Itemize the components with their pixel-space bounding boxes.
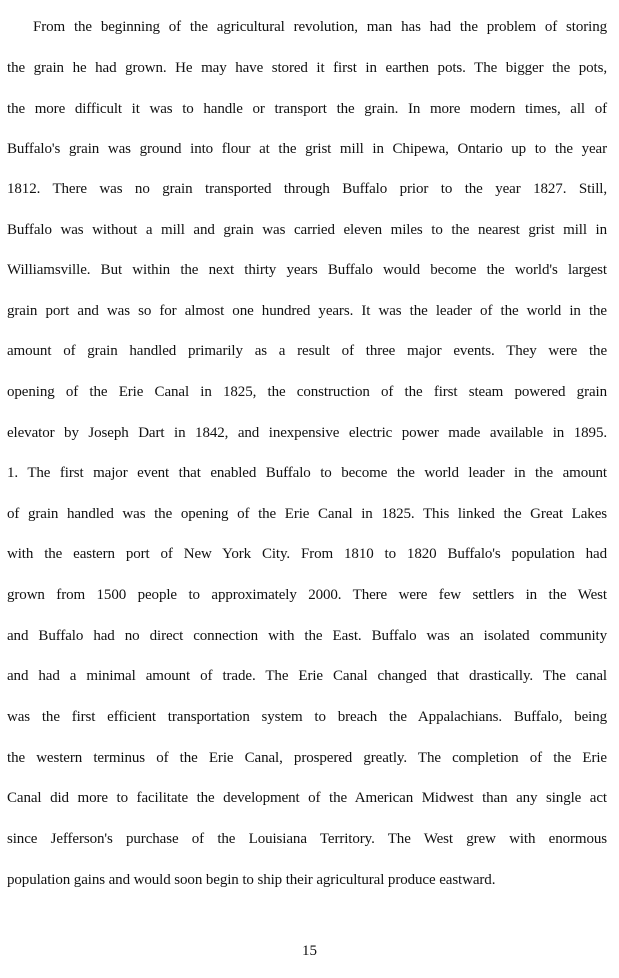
text-line: and Buffalo had no direct connection with the East. Buffalo was an isolated community — [7, 628, 607, 644]
page-number: 15 — [302, 943, 317, 959]
text-line: Canal did more to facilitate the development of the American Midwest than any single act — [7, 790, 607, 806]
text-line: since Jefferson's purchase of the Louisiana Territory. The West grew with enormous — [7, 831, 607, 847]
text-line: the grain he had grown. He may have stored it first in earthen pots. The bigger the pots, — [7, 60, 607, 76]
text-line: From the beginning of the agricultural revolution, man has had the problem of storing — [33, 19, 607, 35]
text-line: of grain handled was the opening of the Erie Canal in 1825. This linked the Great Lakes — [7, 506, 607, 522]
text-line: grain port and was so for almost one hundred years. It was the leader of the world in the — [7, 303, 607, 319]
text-line: with the eastern port of New York City. From 1810 to 1820 Buffalo's population had — [7, 546, 607, 562]
text-line: was the first efficient transportation system to breach the Appalachians. Buffalo, being — [7, 709, 607, 725]
text-line: Buffalo was without a mill and grain was carried eleven miles to the nearest grist mill in — [7, 222, 607, 238]
text-line: and had a minimal amount of trade. The Erie Canal changed that drastically. The canal — [7, 668, 607, 684]
text-line: Buffalo's grain was ground into flour at the grist mill in Chipewa, Ontario up to the year — [7, 141, 607, 157]
text-line: elevator by Joseph Dart in 1842, and inexpensive electric power made available in 1895. — [7, 425, 607, 441]
text-line: population gains and would soon begin to ship their agricultural produce eastward. — [7, 872, 496, 888]
text-line: the western terminus of the Erie Canal, prospered greatly. The completion of the Erie — [7, 750, 607, 766]
text-line: the more difficult it was to handle or transport the grain. In more modern times, all of — [7, 101, 607, 117]
text-line: amount of grain handled primarily as a result of three major events. They were the — [7, 343, 607, 359]
text-line: opening of the Erie Canal in 1825, the construction of the first steam powered grain — [7, 384, 607, 400]
text-line: Williamsville. But within the next thirty years Buffalo would become the world's largest — [7, 262, 607, 278]
text-line: 1812. There was no grain transported through Buffalo prior to the year 1827. Still, — [7, 181, 607, 197]
text-line: grown from 1500 people to approximately 2000. There were few settlers in the West — [7, 587, 607, 603]
text-line: 1. The first major event that enabled Buffalo to become the world leader in the amount — [7, 465, 607, 481]
